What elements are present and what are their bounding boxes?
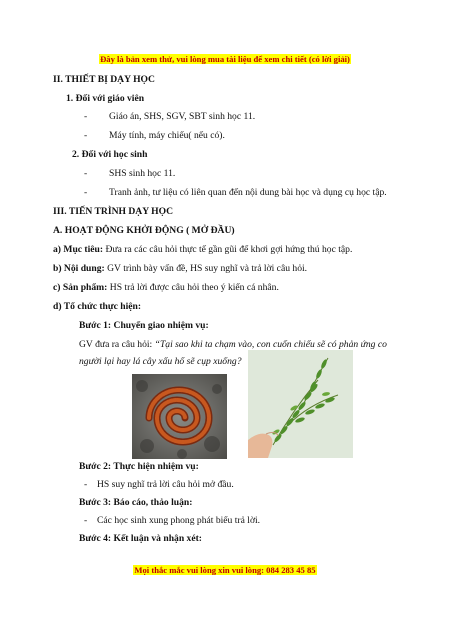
teacher-item-2: Máy tính, máy chiếu( nếu có). <box>109 130 225 141</box>
mimosa-leaf-photo <box>248 350 353 458</box>
millipede-photo <box>132 374 227 459</box>
step-3-heading: Bước 3: Báo cáo, thảo luận: <box>79 497 193 508</box>
bullet-dash: - <box>84 187 88 198</box>
teacher-item-1: Giáo án, SHS, SGV, SBT sinh học 11. <box>109 111 256 122</box>
bullet-dash: - <box>84 515 88 526</box>
mimosa-illustration <box>248 350 353 458</box>
question-prefix: GV đưa ra câu hỏi: <box>79 339 155 350</box>
bullet-dash: - <box>84 479 88 490</box>
content-line <box>53 263 307 275</box>
product-line <box>53 282 279 294</box>
section-3-title: III. TIẾN TRÌNH DẠY HỌC <box>53 206 174 217</box>
student-item-1: SHS sinh học 11. <box>109 168 176 179</box>
content-text: GV trình bày vấn đề, HS suy nghĩ và trả lời câu hỏi. <box>104 263 308 274</box>
student-heading: 2. Đối với học sinh <box>72 149 148 160</box>
step-1-heading: Bước 1: Chuyển giao nhiệm vụ: <box>79 320 209 331</box>
bullet-dash: - <box>84 168 88 179</box>
teacher-heading: 1. Đối với giáo viên <box>66 93 145 104</box>
question-text-1: “Tại sao khi ta chạm vào, con cuốn chiếu sẽ có phản ứng co <box>154 339 387 350</box>
goal-label: a) Mục tiêu: <box>53 244 104 255</box>
content-label: b) Nội dung: <box>53 263 105 274</box>
contact-banner: Mọi thắc mắc vui lòng xin vui lòng: 084 283 45 85 <box>134 565 316 575</box>
organization-heading: d) Tổ chức thực hiện: <box>53 301 142 312</box>
activity-a-heading: A. HOẠT ĐỘNG KHỞI ĐỘNG ( MỞ ĐẦU) <box>53 225 235 236</box>
step-4-heading: Bước 4: Kết luận và nhận xét: <box>79 533 202 544</box>
student-item-2: Tranh ảnh, tư liệu có liên quan đến nội dung bài học và dụng cụ học tập. <box>109 187 387 198</box>
preview-banner: Đây là bản xem thử, vui lòng mua tài liệu để xem chi tiết (có lời giải) <box>100 54 350 64</box>
goal-text: Đưa ra các câu hỏi thực tế gần gũi để khơi gợi hứng thú học tập. <box>103 244 353 255</box>
bullet-dash: - <box>84 130 88 141</box>
section-2-title: II. THIẾT BỊ DẠY HỌC <box>53 74 155 85</box>
step-2-heading: Bước 2: Thực hiện nhiệm vụ: <box>79 461 199 472</box>
bullet-dash: - <box>84 111 88 122</box>
millipede-illustration <box>132 374 227 459</box>
question-line-2: người lại hay lá cây xấu hổ sẽ cụp xuống? <box>79 356 242 367</box>
goal-line <box>53 244 352 256</box>
step-2-item: HS suy nghĩ trả lời câu hỏi mở đầu. <box>97 479 234 490</box>
product-text: HS trả lời được câu hỏi theo ý kiến cá nhân. <box>107 282 279 293</box>
product-label: c) Sản phẩm: <box>53 282 108 293</box>
step-3-item: Các học sinh xung phong phát biểu trả lời. <box>97 515 261 526</box>
